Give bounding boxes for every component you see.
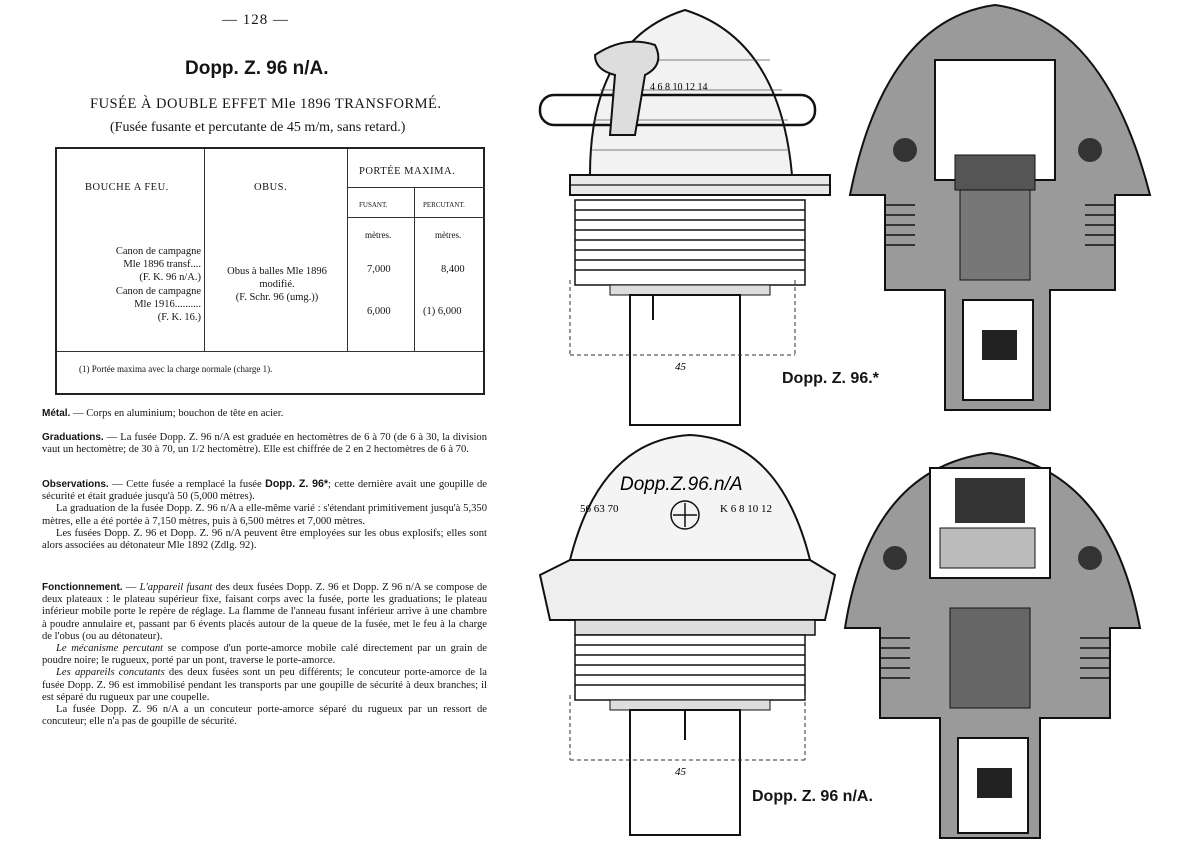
figure-label-bottom: Dopp. Z. 96 n/A. [752,788,873,805]
table-divider [57,351,483,352]
dimension-label-top: 45 [675,361,686,373]
dimension-label-bottom: 45 [675,766,686,778]
header-gun: BOUCHE A FEU. [85,182,169,193]
graduation-scale-bottom-left: 56 63 70 [580,503,619,515]
fuse-section-drawing-top [845,0,1160,420]
table-divider [414,187,415,351]
fusant-value-2: 6,000 [367,306,391,317]
engraving-bottom: Dopp.Z.96.n/A [620,474,743,495]
gun-row-1: Canon de campagne Mle 1896 transf.... (F. K. 96 n/A.) [115,246,201,283]
subtitle-caliber: (Fusée fusante et percutante de 45 m/m, sans retard.) [110,120,406,135]
unit-fusant: mètres. [365,230,392,240]
paragraph-observations: Observations. — Cette fusée a remplacé la fusée Dopp. Z. 96*; cette dernière avait une goupille de sécurité et était graduée jusqu'à 50 (5,000 mètres). La graduation de la fusée Dopp. Z. 96 n/A a elle-même varié : s'étendant primitivement jusqu'à 5,350 mètres, elle a été portée à 7,150 mètres, puis à 6,500 mètres et 7,000 mètres. Les fusées Dopp. Z. 96 et Dopp. Z. 96 n/A peuvent être employées sur les obus explosifs; elles sont alors associées au détonateur Mle 1892 (Zdlg. 92). [42,478,487,552]
page-number: — 128 — [222,12,289,28]
shell-cell: Obus à balles Mle 1896 modifié. (F. Schr. 96 (umg.)) [227,266,327,303]
header-percutant: PERCUTANT. [423,201,465,209]
header-max-range: PORTÉE MAXIMA. [359,166,456,177]
fusant-value-1: 7,000 [367,264,391,275]
fuse-section-drawing-bottom [840,448,1160,843]
paragraph-fonctionnement: Fonctionnement. — L'appareil fusant des deux fusées Dopp. Z. 96 et Dopp. Z 96 n/A se compose de deux plateaux : le plateau supérieur fixe, faisant corps avec la fusée, porte les graduations; le plateau inférieur mobile porte le repère de réglage. La flamme de l'anneau fusant inférieur arrive à une chambre à poudre annulaire et, passant par 6 évents placés autour de la queue de la fusée, met le feu à la charge de l'obus (ou au détonateur). Le mécanisme percutant se compose d'un porte-amorce mobile calé directement par un grain de poudre noire; le rugueux, porté par un pont, traverse le porte-amorce. Les appareils concutants des deux fusées sont un peu différents; le concuteur porte-amorce de la fusée Dopp. Z. 96 est immobilisé pendant les transports par une goupille de sécurité à deux branches; il est séparé du rugueux par une coupelle. La fusée Dopp. Z. 96 n/A a un concuteur porte-amorce séparé du rugueux par un ressort de concuteur; elle n'a pas de goupille de sécurité. [42,582,488,728]
subtitle: FUSÉE À DOUBLE EFFET Mle 1896 TRANSFORMÉ. [90,96,442,112]
header-shell: OBUS. [254,182,288,193]
figure-label-top: Dopp. Z. 96.* [782,370,879,387]
table-divider [204,149,205,351]
unit-percutant: mètres. [435,230,462,240]
gun-row-2: Canon de campagne Mle 1916.......... (F. K. 16.) [115,286,201,323]
header-fusant: FUSANT. [359,201,388,209]
page-title: Dopp. Z. 96 n/A. [185,58,329,79]
paragraph-graduations: Graduations. — La fusée Dopp. Z. 96 n/A est graduée en hectomètres de 6 à 70 (de 6 à 30, la division vaut un hectomètre; de 30 à 70, un 1/2 hectomètre). Elle est chiffrée de 2 en 2 hectomètres de 6 à 70. [42,432,487,456]
percutant-value-1: 8,400 [441,264,465,275]
fuse-exterior-drawing-top [530,0,840,430]
graduation-scale-bottom-right: K 6 8 10 12 [720,503,772,515]
table-divider [348,217,485,218]
table-divider [347,149,348,351]
paragraph-metal: Métal. — Corps en aluminium; bouchon de tête en acier. [42,408,284,419]
fuse-exterior-drawing-bottom [530,430,850,840]
range-table [55,147,485,395]
table-divider [348,187,485,188]
graduation-scale-top: 4 6 8 10 12 14 [650,82,708,93]
table-footnote: (1) Portée maxima avec la charge normale (charge 1). [79,364,273,374]
percutant-value-2: (1) 6,000 [423,306,462,317]
